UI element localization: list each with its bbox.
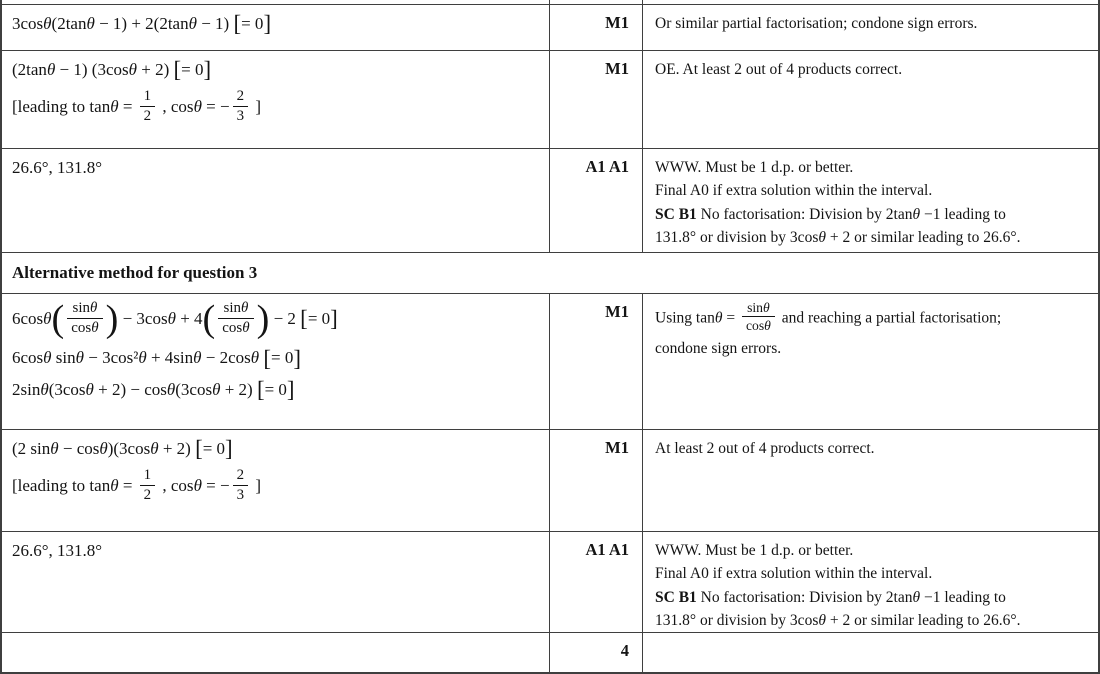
answer-cell-row1	[2, 4, 550, 50]
guidance-cell-row6	[643, 429, 1098, 531]
content-line: 2sinθ(3cosθ + 2) − cosθ(3cosθ + 2) [= 0]	[12, 376, 295, 402]
marks-cell-row7: A1 A1	[550, 531, 643, 632]
alternative-method-header: Alternative method for question 3	[2, 252, 1098, 293]
marks-cell-row2: M1	[550, 50, 643, 148]
content-line: 26.6°, 131.8°	[12, 541, 103, 560]
answer-cell-row5	[2, 293, 550, 429]
guidance-cell-row3	[643, 148, 1098, 252]
content-line: 6cosθ( $\frac{\sin\theta}{\cos\theta}$ ) − 3cosθ + 4( $\frac{\sin\theta}{\cos\theta}$ ) − 2 [= 0]	[12, 298, 338, 341]
content-line: 131.8° or division by 3cosθ + 2 or similar leading to 26.6°.	[655, 229, 1021, 247]
content-line: (2 sinθ − cosθ)(3cosθ + 2) [= 0]	[12, 436, 233, 462]
guidance-cell-row1	[643, 4, 1098, 50]
answer-cell-row7	[2, 531, 550, 632]
content-line: Using tanθ = $\frac{\sin\theta}{\cos\theta}$ and reaching a partial factorisation;	[655, 300, 1002, 334]
content-line: OE. At least 2 out of 4 products correct.	[655, 61, 903, 78]
content-line: [leading to tanθ = $\frac{1}{2}$ , cosθ = − $\frac{2}{3}$ ]	[12, 467, 262, 503]
content-line: 3cosθ(2tanθ − 1) + 2(2tanθ − 1) [= 0]	[12, 11, 272, 37]
guidance-cell-row7	[643, 531, 1098, 632]
guidance-cell-row2	[643, 50, 1098, 148]
answer-cell-row2	[2, 50, 550, 148]
content-line: 6cosθ sinθ − 3cos²θ + 4sinθ − 2cosθ [= 0]	[12, 345, 301, 371]
content-line: Final A0 if extra solution within the interval.	[655, 565, 933, 583]
answer-cell-row6	[2, 429, 550, 531]
content-line: (2tanθ − 1) (3cosθ + 2) [= 0]	[12, 57, 212, 83]
content-line: At least 2 out of 4 products correct.	[655, 440, 875, 457]
content-line: Or similar partial factorisation; condone sign errors.	[655, 15, 978, 32]
content-line: Final A0 if extra solution within the interval.	[655, 182, 933, 200]
answer-cell-row3	[2, 148, 550, 252]
content-line: [leading to tanθ = $\frac{1}{2}$ , cosθ = − $\frac{2}{3}$ ]	[12, 88, 262, 124]
content-line: SC B1 No factorisation: Division by 2tanθ −1 leading to	[655, 588, 1006, 606]
content-line: WWW. Must be 1 d.p. or better.	[655, 542, 854, 559]
content-line: 131.8° or division by 3cosθ + 2 or similar leading to 26.6°.	[655, 612, 1021, 630]
marks-cell-row1: M1	[550, 4, 643, 50]
total-row-empty-guidance-cell	[643, 632, 1098, 672]
marks-cell-row5: M1	[550, 293, 643, 429]
content-line: WWW. Must be 1 d.p. or better.	[655, 159, 854, 176]
total-row-empty-answer-cell	[2, 632, 550, 672]
guidance-cell-row5	[643, 293, 1098, 429]
content-line: SC B1 No factorisation: Division by 2tanθ −1 leading to	[655, 205, 1006, 223]
marks-cell-row3: A1 A1	[550, 148, 643, 252]
total-marks-cell: 4	[550, 632, 643, 672]
marks-cell-row6: M1	[550, 429, 643, 531]
content-line: 26.6°, 131.8°	[12, 158, 103, 177]
content-line: condone sign errors.	[655, 339, 782, 357]
